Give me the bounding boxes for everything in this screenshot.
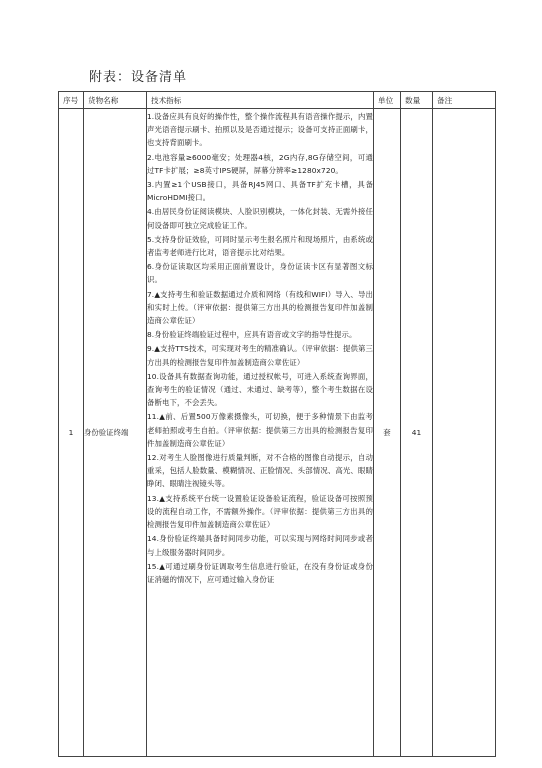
header-serial: 序号	[59, 92, 84, 109]
header-remarks: 备注	[433, 92, 496, 109]
cell-specs	[147, 109, 374, 757]
header-unit: 单位	[374, 92, 401, 109]
spec-list	[147, 110, 373, 755]
spec-item: 15.▲可通过刷身份证调取考生信息进行验证，在没有身份证或身份证消磁的情况下，应可通过输入身份证	[147, 561, 373, 584]
spec-item: 6.身份证读取区均采用正面前置设计，身份证读卡区有显著图文标识。	[147, 262, 373, 285]
spec-item: 7.▲支持考生和验证数据通过介质和网络（有线和WIFI）导入、导出和实时上传。（评审依据：提供第三方出具的检测报告复印件加盖制造商公章佐证）	[147, 289, 373, 326]
spec-item: 1.设备应具有良好的操作性，整个操作流程具有语音操作提示，内置声光语音提示刷卡、拍照以及是否通过提示；设备可支持正面刷卡，也支持背面刷卡。	[147, 112, 373, 148]
header-quantity: 数量	[401, 92, 433, 109]
spec-item: 10.设备具有数据查询功能，通过授权帐号，可进入系统查询界面，查询考生的验证情况（通过、未通过、缺考等），整个考生数据在设备断电下，不会丢失。	[147, 371, 373, 408]
spec-item: 11.▲前、后置500万像素摄像头，可切换，便于多种情景下由监考老师拍照或考生自拍。（评审依据：提供第三方出具的检测报告复印件加盖制造商公章佐证）	[147, 412, 373, 448]
cell-remarks	[433, 109, 496, 757]
spec-item: 5.支持身份证效验，可同时显示考生报名照片和现场照片，由系统或者监考老师进行比对，语音提示比对结果。	[147, 234, 373, 258]
table-header-row	[59, 92, 496, 109]
cell-serial: 1	[59, 109, 84, 757]
spec-item: 13.▲支持系统平台统一设置验证设备验证流程，验证设备可按照预设的流程自动工作，不需额外操作。（评审依据：提供第三方出具的检测报告复印件加盖制造商公章佐证）	[147, 493, 373, 530]
spec-item: 8.身份验证终端验证过程中，应具有语音或文字的指导性提示。	[147, 330, 357, 340]
cell-goods-name: 身份验证终端	[84, 109, 147, 757]
cell-quantity: 41	[401, 109, 433, 757]
spec-item: 2.电池容量≥6000毫安；处理器4核，2G内存,8G存储空间，可通过TF卡扩展；≥8英寸IPS硬屏，屏幕分辨率≥1280x720。	[147, 152, 373, 175]
spec-item: 12.对考生人脸图像进行质量判断，对不合格的图像自动提示，自动重采，包括人脸数量、模糊情况、正脸情况、头部情况、高光、眼睛睁闭、眼睛注视镜头等。	[147, 453, 373, 489]
spec-item: 14.身份验证终端具备时间同步功能，可以实现与网络时间同步或者与上级服务器时间同步。	[147, 534, 373, 557]
spec-item: 9.▲支持TTS技术，可实现对考生的精准确认。（评审依据：提供第三方出具的检测报告复印件加盖制造商公章佐证）	[147, 344, 373, 367]
header-goods-name: 货物名称	[84, 92, 147, 109]
spec-item: 3.内置≥1个USB接口，具备RJ45网口、具备TF扩充卡槽，具备MicroHDMI接口。	[147, 180, 373, 203]
spec-item: 4.由居民身份证阅读模块、人脸识别模块，一体化封装、无需外接任何设备即可独立完成验证工作。	[147, 207, 373, 230]
equipment-table	[58, 91, 496, 757]
header-specs: 技术指标	[147, 92, 374, 109]
table-row	[59, 109, 496, 757]
cell-unit: 套	[374, 109, 401, 757]
page-title: 附表：设备清单	[89, 70, 188, 85]
